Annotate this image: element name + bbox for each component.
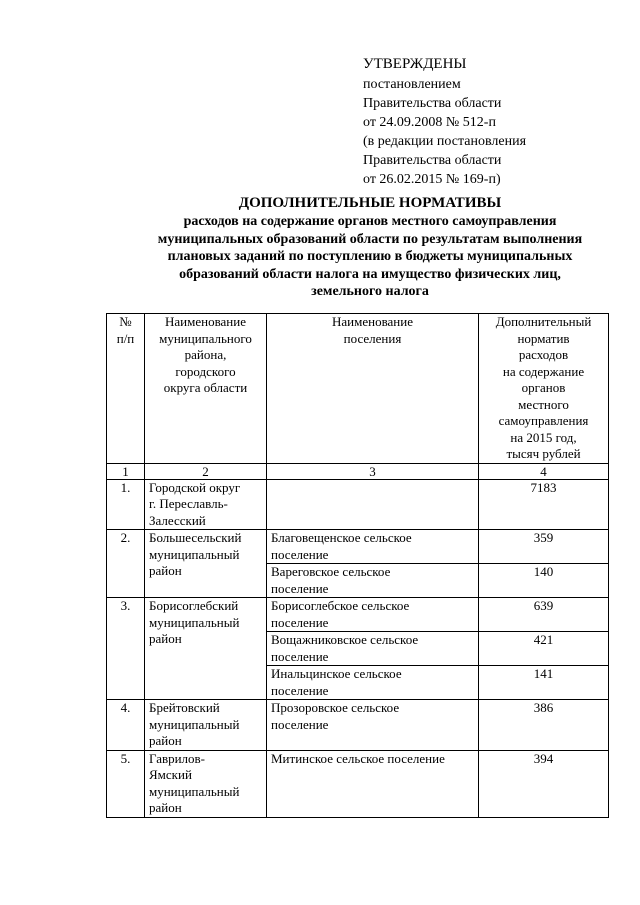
subtitle-line: образований области налога на имущество физических лиц, <box>179 266 561 282</box>
column-index: 1 <box>107 463 145 479</box>
norm-value: 359 <box>479 530 609 564</box>
settlement-name: Вощажниковское сельское поселение <box>267 632 479 666</box>
district-name: Городской округ г. Переславль- Залесский <box>145 479 267 530</box>
table-row <box>107 700 609 751</box>
approval-line: Правительства области <box>363 96 502 111</box>
approval-line: от 26.02.2015 № 169-п) <box>363 172 501 187</box>
column-index: 2 <box>145 463 267 479</box>
table-row <box>107 479 609 530</box>
row-number: 1. <box>107 479 145 530</box>
subtitle-line: плановых заданий по поступлению в бюджеты муниципальных <box>167 249 573 264</box>
column-index: 4 <box>479 463 609 479</box>
header-settlement: Наименование поселения <box>267 314 479 464</box>
norm-value: 7183 <box>479 479 609 530</box>
norms-table <box>106 313 609 818</box>
approval-line: (в редакции постановления <box>363 134 527 149</box>
document-title: ДОПОЛНИТЕЛЬНЫЕ НОРМАТИВЫ <box>238 195 502 211</box>
norm-value: 386 <box>479 700 609 751</box>
row-number: 5. <box>107 750 145 817</box>
norm-value: 140 <box>479 564 609 598</box>
row-number: 2. <box>107 530 145 598</box>
table-row <box>107 750 609 817</box>
header-norm: Дополнительный норматив расходов на содержание органов местного самоуправления на 2015 год, тысяч рублей <box>479 314 609 464</box>
district-name: Гаврилов- Ямский муниципальный район <box>145 750 267 817</box>
settlement-name: Инальцинское сельское поселение <box>267 666 479 700</box>
settlement-name: Вареговское сельское поселение <box>267 564 479 598</box>
district-name: Брейтовский муниципальный район <box>145 700 267 751</box>
document-subtitle <box>100 213 640 301</box>
table-row <box>107 530 609 564</box>
settlement-name: Прозоровское сельское поселение <box>267 700 479 751</box>
settlement-name <box>267 479 479 530</box>
header-number: № п/п <box>107 314 145 464</box>
column-index-row <box>107 463 609 479</box>
norm-value: 639 <box>479 598 609 632</box>
settlement-name: Борисоглебское сельское поселение <box>267 598 479 632</box>
approval-head: УТВЕРЖДЕНЫ <box>363 56 467 72</box>
district-name: Большесельский муниципальный район <box>145 530 267 598</box>
subtitle-line: расходов на содержание органов местного самоуправления <box>183 214 557 229</box>
approval-line: постановлением <box>363 77 461 92</box>
header-district: Наименование муниципального района, городского округа области <box>145 314 267 464</box>
row-number: 4. <box>107 700 145 751</box>
approval-block <box>363 54 526 189</box>
approval-line: от 24.09.2008 № 512-п <box>363 115 496 130</box>
subtitle-line: земельного налога <box>311 284 429 299</box>
norm-value: 394 <box>479 750 609 817</box>
row-number: 3. <box>107 598 145 700</box>
norm-value: 421 <box>479 632 609 666</box>
column-index: 3 <box>267 463 479 479</box>
norm-value: 141 <box>479 666 609 700</box>
approval-line: Правительства области <box>363 153 502 168</box>
settlement-name: Благовещенское сельское поселение <box>267 530 479 564</box>
table-row <box>107 598 609 632</box>
subtitle-line: муниципальных образований области по результатам выполнения <box>157 231 583 247</box>
settlement-name: Митинское сельское поселение <box>267 750 479 817</box>
district-name: Борисоглебский муниципальный район <box>145 598 267 700</box>
table-header-row <box>107 314 609 464</box>
